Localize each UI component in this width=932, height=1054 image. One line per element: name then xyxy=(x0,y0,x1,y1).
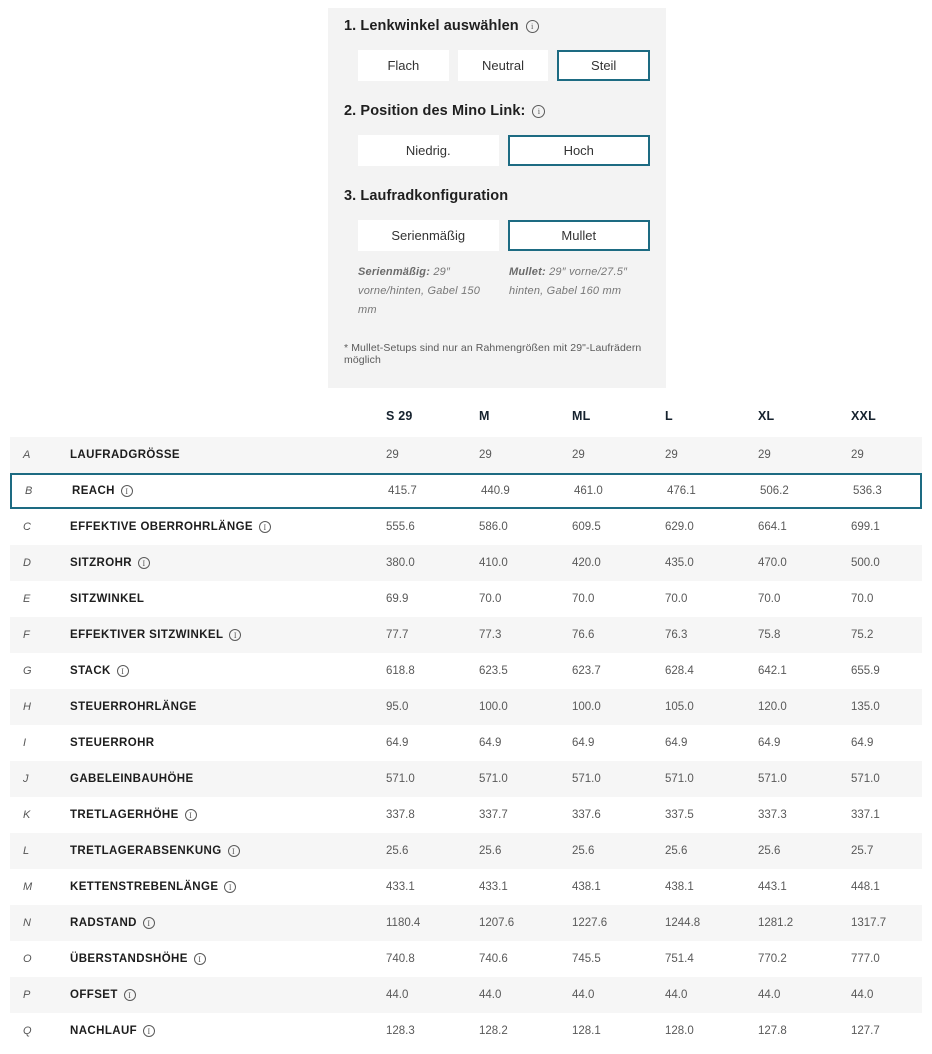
row-label-text: STACK xyxy=(70,665,111,677)
value-cell: 740.8 xyxy=(386,953,415,965)
value-cell: 571.0 xyxy=(386,773,415,785)
value-cell: 571.0 xyxy=(665,773,694,785)
value-cell: 128.3 xyxy=(386,1025,415,1037)
section-title-text: 1. Lenkwinkel auswählen xyxy=(344,18,519,34)
value-cell: 443.1 xyxy=(758,881,787,893)
row-label-laufradgr-sse xyxy=(70,449,386,461)
row-letter: C xyxy=(23,521,31,533)
section-title-text: 2. Position des Mino Link: xyxy=(344,103,526,119)
value-cell: 420.0 xyxy=(572,557,601,569)
row-label-kettenstrebenl-nge xyxy=(70,881,386,893)
table-row-e xyxy=(10,581,922,617)
value-cell: 75.2 xyxy=(851,629,874,641)
table-row-b[interactable] xyxy=(10,473,922,509)
value-cell: 29 xyxy=(758,449,771,461)
option-description-mullet xyxy=(509,263,650,320)
column-header-s-29: S 29 xyxy=(386,409,413,423)
row-letter: P xyxy=(23,989,31,1001)
option-button-neutral[interactable]: Neutral xyxy=(458,50,549,81)
row-label-effektive-oberrohrl-nge xyxy=(70,521,386,533)
info-icon[interactable]: I xyxy=(228,845,240,857)
row-label-text: ÜBERSTANDSHÖHE xyxy=(70,953,188,965)
row-letter: F xyxy=(23,629,30,641)
value-cell: 29 xyxy=(479,449,492,461)
option-button-serienm-ig[interactable]: Serienmäßig xyxy=(358,220,499,251)
value-cell: 628.4 xyxy=(665,665,694,677)
value-cell: 25.6 xyxy=(479,845,502,857)
value-cell: 571.0 xyxy=(851,773,880,785)
value-cell: 1207.6 xyxy=(479,917,515,929)
row-label-text: RADSTAND xyxy=(70,917,137,929)
description-text: 29″ vorne/27.5″ hinten, Gabel 160 mm xyxy=(509,266,628,297)
config-panel xyxy=(328,8,666,388)
geometry-table-header xyxy=(10,395,922,437)
row-letter: M xyxy=(23,881,33,893)
value-cell: 337.6 xyxy=(572,809,601,821)
option-descriptions xyxy=(358,263,650,320)
column-header-xl: XL xyxy=(758,409,775,423)
table-row-d xyxy=(10,545,922,581)
value-cell: 435.0 xyxy=(665,557,694,569)
value-cell: 655.9 xyxy=(851,665,880,677)
value-cell: 1281.2 xyxy=(758,917,794,929)
row-label-text: REACH xyxy=(72,485,115,497)
row-label-stack xyxy=(70,665,386,677)
value-cell: 618.8 xyxy=(386,665,415,677)
value-cell: 64.9 xyxy=(665,737,688,749)
value-cell: 745.5 xyxy=(572,953,601,965)
value-cell: 438.1 xyxy=(665,881,694,893)
value-cell: 433.1 xyxy=(479,881,508,893)
value-cell: 128.0 xyxy=(665,1025,694,1037)
option-description-serienm-ig xyxy=(358,263,499,320)
value-cell: 70.0 xyxy=(758,593,781,605)
option-button-flach[interactable]: Flach xyxy=(358,50,449,81)
value-cell: 64.9 xyxy=(758,737,781,749)
info-icon[interactable]: I xyxy=(259,521,271,533)
row-letter: N xyxy=(23,917,31,929)
value-cell: 44.0 xyxy=(851,989,874,1001)
section-title xyxy=(344,103,650,119)
value-cell: 337.1 xyxy=(851,809,880,821)
table-row-i xyxy=(10,725,922,761)
value-cell: 410.0 xyxy=(479,557,508,569)
value-cell: 25.6 xyxy=(386,845,409,857)
value-cell: 44.0 xyxy=(386,989,409,1001)
value-cell: 1227.6 xyxy=(572,917,608,929)
table-row-n xyxy=(10,905,922,941)
value-cell: 380.0 xyxy=(386,557,415,569)
value-cell: 751.4 xyxy=(665,953,694,965)
info-icon[interactable]: I xyxy=(143,917,155,929)
options-row xyxy=(358,135,650,166)
row-letter: J xyxy=(23,773,29,785)
config-sections xyxy=(344,18,650,320)
row-letter: Q xyxy=(23,1025,32,1037)
row-label-steuerrohr xyxy=(70,737,386,749)
column-header-ml: ML xyxy=(572,409,591,423)
value-cell: 70.0 xyxy=(665,593,688,605)
table-row-k xyxy=(10,797,922,833)
info-icon[interactable]: I xyxy=(229,629,241,641)
value-cell: 76.6 xyxy=(572,629,595,641)
value-cell: 70.0 xyxy=(851,593,874,605)
value-cell: 623.7 xyxy=(572,665,601,677)
row-label-text: STEUERROHR xyxy=(70,737,155,749)
value-cell: 128.1 xyxy=(572,1025,601,1037)
value-cell: 44.0 xyxy=(479,989,502,1001)
value-cell: 440.9 xyxy=(481,485,510,497)
option-button-hoch[interactable]: Hoch xyxy=(508,135,651,166)
value-cell: 128.2 xyxy=(479,1025,508,1037)
value-cell: 69.9 xyxy=(386,593,409,605)
description-lead: Serienmäßig: xyxy=(358,266,431,278)
row-letter: K xyxy=(23,809,31,821)
value-cell: 44.0 xyxy=(758,989,781,1001)
value-cell: 64.9 xyxy=(851,737,874,749)
table-row-f xyxy=(10,617,922,653)
row-label-effektiver-sitzwinkel xyxy=(70,629,386,641)
section-title xyxy=(344,18,650,34)
mullet-footnote: * Mullet-Setups sind nur an Rahmengrößen mit 29"-Laufrädern möglich xyxy=(344,342,642,366)
table-row-q xyxy=(10,1013,922,1049)
value-cell: 623.5 xyxy=(479,665,508,677)
row-label-sitzrohr xyxy=(70,557,386,569)
value-cell: 629.0 xyxy=(665,521,694,533)
row-label-text: SITZWINKEL xyxy=(70,593,145,605)
row-label-reach xyxy=(72,485,388,497)
config-section-1 xyxy=(344,18,650,81)
value-cell: 586.0 xyxy=(479,521,508,533)
row-label-nachlauf xyxy=(70,1025,386,1037)
value-cell: 476.1 xyxy=(667,485,696,497)
value-cell: 29 xyxy=(386,449,399,461)
row-label-text: KETTENSTREBENLÄNGE xyxy=(70,881,219,893)
row-label-text: TRETLAGERABSENKUNG xyxy=(70,845,222,857)
info-icon[interactable]: I xyxy=(185,809,197,821)
value-cell: 100.0 xyxy=(479,701,508,713)
value-cell: 44.0 xyxy=(572,989,595,1001)
value-cell: 1180.4 xyxy=(386,917,421,929)
value-cell: 29 xyxy=(851,449,864,461)
info-icon[interactable]: I xyxy=(124,989,136,1001)
info-icon[interactable]: i xyxy=(526,20,539,33)
value-cell: 448.1 xyxy=(851,881,880,893)
row-label-steuerrohrl-nge xyxy=(70,701,386,713)
value-cell: 461.0 xyxy=(574,485,603,497)
option-button-niedrig[interactable]: Niedrig. xyxy=(358,135,499,166)
value-cell: 25.6 xyxy=(758,845,781,857)
row-label-text: EFFEKTIVER SITZWINKEL xyxy=(70,629,224,641)
row-label-gabeleinbauh-he xyxy=(70,773,386,785)
value-cell: 433.1 xyxy=(386,881,415,893)
table-row-a xyxy=(10,437,922,473)
value-cell: 500.0 xyxy=(851,557,880,569)
value-cell: 64.9 xyxy=(572,737,595,749)
column-header-l: L xyxy=(665,409,673,423)
value-cell: 1244.8 xyxy=(665,917,701,929)
value-cell: 64.9 xyxy=(479,737,502,749)
value-cell: 337.7 xyxy=(479,809,508,821)
value-cell: 777.0 xyxy=(851,953,880,965)
value-cell: 1317.7 xyxy=(851,917,887,929)
table-row-g xyxy=(10,653,922,689)
info-icon[interactable]: I xyxy=(224,881,236,893)
value-cell: 120.0 xyxy=(758,701,787,713)
column-header-xxl: XXL xyxy=(851,409,876,423)
row-label-text: OFFSET xyxy=(70,989,118,1001)
row-letter: L xyxy=(23,845,30,857)
info-icon[interactable]: I xyxy=(121,485,133,497)
value-cell: 100.0 xyxy=(572,701,601,713)
row-label-text: GABELEINBAUHÖHE xyxy=(70,773,194,785)
options-row xyxy=(358,220,650,251)
value-cell: 29 xyxy=(572,449,585,461)
value-cell: 536.3 xyxy=(853,485,882,497)
info-icon[interactable]: I xyxy=(138,557,150,569)
row-label-text: STEUERROHRLÄNGE xyxy=(70,701,197,713)
row-label-berstandsh-he xyxy=(70,953,386,965)
row-letter: E xyxy=(23,593,31,605)
value-cell: 25.6 xyxy=(572,845,595,857)
value-cell: 135.0 xyxy=(851,701,880,713)
row-label-offset xyxy=(70,989,386,1001)
value-cell: 76.3 xyxy=(665,629,688,641)
row-letter: B xyxy=(25,485,33,497)
row-label-sitzwinkel xyxy=(70,593,386,605)
info-icon[interactable]: I xyxy=(143,1025,155,1037)
column-header-m: M xyxy=(479,409,490,423)
geometry-table-body xyxy=(10,437,922,1049)
description-text: 29″ vorne/hinten, Gabel 150 mm xyxy=(358,266,481,316)
value-cell: 470.0 xyxy=(758,557,787,569)
value-cell: 127.8 xyxy=(758,1025,787,1037)
value-cell: 415.7 xyxy=(388,485,417,497)
value-cell: 77.3 xyxy=(479,629,502,641)
value-cell: 70.0 xyxy=(572,593,595,605)
table-row-c xyxy=(10,509,922,545)
value-cell: 438.1 xyxy=(572,881,601,893)
value-cell: 77.7 xyxy=(386,629,409,641)
row-label-text: EFFEKTIVE OBERROHRLÄNGE xyxy=(70,521,253,533)
value-cell: 571.0 xyxy=(758,773,787,785)
row-label-tretlagerh-he xyxy=(70,809,386,821)
value-cell: 740.6 xyxy=(479,953,508,965)
section-title xyxy=(344,188,650,204)
value-cell: 555.6 xyxy=(386,521,415,533)
option-button-mullet[interactable]: Mullet xyxy=(508,220,651,251)
row-label-text: TRETLAGERHÖHE xyxy=(70,809,179,821)
table-row-h xyxy=(10,689,922,725)
value-cell: 337.3 xyxy=(758,809,787,821)
table-row-p xyxy=(10,977,922,1013)
table-row-o xyxy=(10,941,922,977)
row-letter: I xyxy=(23,737,27,749)
option-button-steil[interactable]: Steil xyxy=(557,50,650,81)
value-cell: 642.1 xyxy=(758,665,787,677)
value-cell: 25.7 xyxy=(851,845,874,857)
section-title-text: 3. Laufradkonfiguration xyxy=(344,188,509,204)
value-cell: 70.0 xyxy=(479,593,502,605)
config-section-3 xyxy=(344,188,650,320)
value-cell: 664.1 xyxy=(758,521,787,533)
geometry-table xyxy=(10,395,922,1049)
value-cell: 44.0 xyxy=(665,989,688,1001)
value-cell: 337.5 xyxy=(665,809,694,821)
info-icon[interactable]: I xyxy=(117,665,129,677)
row-letter: H xyxy=(23,701,31,713)
value-cell: 506.2 xyxy=(760,485,789,497)
row-letter: G xyxy=(23,665,32,677)
value-cell: 64.9 xyxy=(386,737,409,749)
value-cell: 127.7 xyxy=(851,1025,880,1037)
value-cell: 571.0 xyxy=(479,773,508,785)
value-cell: 699.1 xyxy=(851,521,880,533)
table-row-l xyxy=(10,833,922,869)
value-cell: 571.0 xyxy=(572,773,601,785)
row-label-radstand xyxy=(70,917,386,929)
value-cell: 29 xyxy=(665,449,678,461)
config-section-2 xyxy=(344,103,650,166)
row-label-tretlagerabsenkung xyxy=(70,845,386,857)
value-cell: 770.2 xyxy=(758,953,787,965)
table-row-m xyxy=(10,869,922,905)
value-cell: 609.5 xyxy=(572,521,601,533)
value-cell: 75.8 xyxy=(758,629,781,641)
info-icon[interactable]: i xyxy=(532,105,545,118)
description-lead: Mullet: xyxy=(509,266,546,278)
value-cell: 337.8 xyxy=(386,809,415,821)
row-letter: O xyxy=(23,953,32,965)
value-cell: 25.6 xyxy=(665,845,688,857)
row-label-text: SITZROHR xyxy=(70,557,132,569)
value-cell: 95.0 xyxy=(386,701,409,713)
row-letter: A xyxy=(23,449,31,461)
info-icon[interactable]: I xyxy=(194,953,206,965)
row-label-text: LAUFRADGRÖSSE xyxy=(70,449,180,461)
options-row xyxy=(358,50,650,81)
value-cell: 105.0 xyxy=(665,701,694,713)
table-row-j xyxy=(10,761,922,797)
row-label-text: NACHLAUF xyxy=(70,1025,138,1037)
row-letter: D xyxy=(23,557,31,569)
